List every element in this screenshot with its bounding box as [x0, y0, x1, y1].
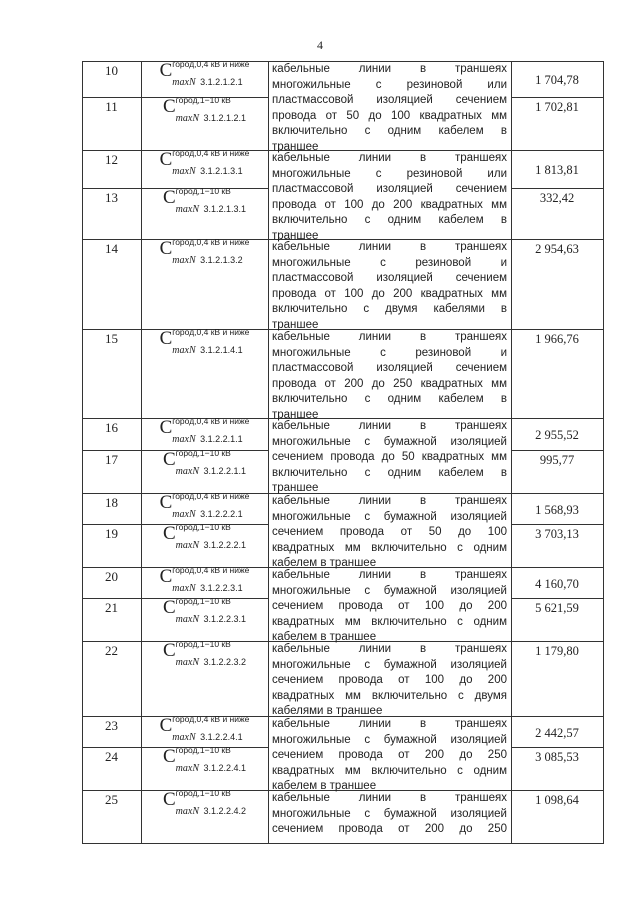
row-number: 25: [105, 792, 118, 807]
description-line: многожильные с бумажной изоляцией: [272, 435, 507, 448]
description-line: сечением провода от 50 до 100: [272, 526, 507, 538]
description-line: кабельные линии в траншеях: [272, 495, 507, 507]
code-subscript: maxN: [175, 466, 200, 477]
code-id: 3.1.2.2.3.2: [203, 657, 247, 667]
description-line: провода от 100 до 200 квадратных мм: [272, 287, 507, 300]
code-symbol: C: [162, 746, 176, 767]
tariff-code: [141, 565, 268, 594]
page-number: 4: [317, 38, 323, 52]
code-symbol: C: [159, 149, 173, 170]
code-superscript: город,1−10 кВ: [175, 448, 231, 458]
description-line: кабелями в траншее: [272, 705, 383, 717]
description-line: провода от 50 до 100 квадратных мм: [272, 109, 507, 122]
table-rule-h: [511, 641, 604, 642]
row-description: [272, 330, 507, 423]
row-value: 332,42: [539, 191, 575, 205]
code-symbol: C: [162, 96, 176, 117]
table-rule-h: [82, 843, 604, 844]
row-number: 15: [105, 331, 118, 346]
tariff-code: [141, 639, 268, 668]
description-line: кабельные линии в траншеях: [272, 63, 507, 75]
row-number: 21: [105, 600, 118, 615]
table-rule-h: [511, 716, 604, 717]
code-superscript: город,1−10 кВ: [175, 596, 231, 606]
table-rule-h: [511, 239, 604, 240]
code-id: 3.1.2.2.2.1: [200, 509, 243, 519]
code-symbol: C: [162, 789, 176, 810]
tariff-code: [141, 788, 268, 817]
code-subscript: maxN: [175, 806, 200, 817]
code-id: 3.1.2.1.4.1: [200, 345, 243, 355]
description-line: кабельные линии в траншеях: [272, 569, 507, 581]
description-line: кабелем в траншее: [272, 631, 377, 643]
code-id: 3.1.2.2.4.1: [203, 763, 247, 773]
description-line: многожильные с бумажной изоляцией: [272, 658, 507, 671]
code-indices: [172, 327, 250, 356]
row-number: 12: [105, 152, 118, 167]
description-line: кабелем в траншее: [272, 780, 377, 792]
table-rule-h: [511, 150, 604, 151]
code-indices: [175, 522, 247, 551]
code-symbol: C: [162, 523, 176, 544]
row-description: [272, 240, 507, 333]
tariff-code: [141, 491, 268, 520]
table-rule-v: [603, 61, 604, 844]
row-value: 1 702,81: [535, 100, 579, 114]
description-line: траншее: [272, 140, 319, 153]
table-rule-v: [268, 61, 269, 844]
code-superscript: город,0,4 кВ и ниже: [172, 327, 250, 337]
table-rule-h: [511, 493, 604, 494]
description-line: квадратных мм включительно с двумя: [272, 689, 507, 702]
code-indices: [175, 186, 247, 215]
code-id: 3.1.2.2.2.1: [203, 540, 247, 550]
row-number: 24: [105, 749, 118, 764]
code-symbol: C: [159, 492, 173, 513]
row-description: [272, 494, 507, 572]
description-line: пластмассовой изоляцией сечением: [272, 272, 507, 284]
row-description: [272, 62, 507, 155]
row-value: 5 621,59: [535, 601, 579, 615]
description-line: многожильные с резиновой и: [272, 346, 507, 359]
code-id: 3.1.2.2.1.1: [203, 466, 247, 476]
code-subscript: maxN: [172, 77, 196, 88]
code-subscript: maxN: [172, 583, 196, 594]
code-indices: [175, 95, 247, 124]
code-symbol: C: [159, 417, 173, 438]
description-line: кабельные линии в траншеях: [272, 718, 507, 730]
description-line: кабельные линии в траншеях: [272, 643, 507, 655]
code-id: 3.1.2.2.4.2: [203, 806, 247, 816]
row-number: 10: [105, 63, 118, 78]
tariff-code: [141, 95, 268, 124]
code-symbol: C: [159, 715, 173, 736]
code-id: 3.1.2.1.3.1: [200, 166, 243, 176]
description-line: траншее: [272, 482, 319, 494]
table-rule-h: [511, 450, 604, 451]
row-description: [272, 791, 507, 838]
table-rule-h: [511, 188, 604, 189]
code-subscript: maxN: [172, 434, 196, 445]
code-subscript: maxN: [175, 763, 200, 774]
code-subscript: maxN: [172, 345, 196, 356]
description-line: многожильные с резиновой или: [272, 167, 507, 180]
code-superscript: город,1−10 кВ: [175, 95, 231, 105]
row-description: [272, 568, 507, 646]
code-superscript: город,1−10 кВ: [175, 745, 231, 755]
row-number: 18: [105, 495, 118, 510]
description-line: траншее: [272, 229, 319, 242]
description-line: квадратных мм включительно с одним: [272, 541, 507, 554]
code-indices: [172, 491, 250, 520]
code-symbol: C: [162, 187, 176, 208]
tariff-code: [141, 327, 268, 356]
code-indices: [175, 639, 247, 668]
row-value: 1 568,93: [535, 502, 579, 517]
description-line: сечением провода от 200 до 250: [272, 749, 507, 761]
row-value: 4 160,70: [535, 576, 579, 591]
code-subscript: maxN: [175, 657, 200, 668]
code-superscript: город,0,4 кВ и ниже: [172, 565, 250, 575]
code-id: 3.1.2.2.1.1: [200, 434, 243, 444]
code-indices: [175, 596, 247, 625]
row-value: 2 954,63: [535, 242, 579, 256]
row-number: 19: [105, 526, 118, 541]
description-line: провода от 200 до 250 квадратных мм: [272, 377, 507, 390]
code-symbol: C: [159, 566, 173, 587]
code-indices: [175, 788, 247, 817]
code-superscript: город,1−10 кВ: [175, 639, 231, 649]
code-symbol: C: [162, 449, 176, 470]
description-line: сечением провода от 100 до 200: [272, 674, 507, 686]
code-superscript: город,0,4 кВ и ниже: [172, 714, 250, 724]
row-number: 14: [105, 241, 118, 256]
code-id: 3.1.2.1.2.1: [203, 113, 247, 123]
code-subscript: maxN: [172, 732, 196, 743]
table-rule-h: [511, 790, 604, 791]
row-value: 2 442,57: [535, 725, 579, 740]
table-rule-h: [511, 567, 604, 568]
description-line: квадратных мм включительно с одним: [272, 764, 507, 777]
description-line: многожильные с резиновой и: [272, 256, 507, 269]
table-rule-h: [511, 329, 604, 330]
tariff-code: [141, 448, 268, 477]
code-subscript: maxN: [175, 540, 200, 551]
description-line: траншее: [272, 318, 319, 331]
code-indices: [172, 148, 250, 177]
description-line: включительно с одним кабелем в: [272, 466, 507, 479]
row-number: 23: [105, 718, 118, 733]
table-rule-h: [511, 418, 604, 419]
description-line: кабельные линии в траншеях: [272, 792, 507, 804]
table-rule-h: [511, 747, 604, 748]
code-superscript: город,0,4 кВ и ниже: [172, 148, 250, 158]
description-line: кабельные линии в траншеях: [272, 241, 507, 253]
code-indices: [172, 565, 250, 594]
description-line: многожильные с бумажной изоляцией: [272, 584, 507, 597]
row-description: [272, 642, 507, 720]
code-superscript: город,1−10 кВ: [175, 788, 231, 798]
description-line: кабельные линии в траншеях: [272, 420, 507, 432]
description-line: сечением провода до 50 квадратных мм: [272, 451, 507, 463]
description-line: траншее: [272, 408, 319, 421]
tariff-code: [141, 416, 268, 445]
code-id: 3.1.2.2.3.1: [203, 614, 247, 624]
description-line: квадратных мм включительно с одним: [272, 615, 507, 628]
description-line: многожильные с бумажной изоляцией: [272, 807, 507, 820]
code-symbol: C: [159, 328, 173, 349]
description-line: пластмассовой изоляцией сечением: [272, 94, 507, 106]
tariff-code: [141, 237, 268, 266]
row-value: 2 955,52: [535, 428, 579, 442]
row-description: [272, 151, 507, 244]
code-subscript: maxN: [172, 166, 196, 177]
code-superscript: город,1−10 кВ: [175, 522, 231, 532]
table-rule-h: [511, 61, 604, 62]
table-rule-h: [511, 524, 604, 525]
description-line: пластмассовой изоляцией сечением: [272, 183, 507, 195]
tariff-code: [141, 59, 268, 88]
code-superscript: город,0,4 кВ и ниже: [172, 491, 250, 501]
description-line: пластмассовой изоляцией сечением: [272, 362, 507, 374]
code-id: 3.1.2.1.2.1: [200, 77, 243, 87]
description-line: сечением провода от 200 до 250: [272, 823, 507, 835]
code-subscript: maxN: [175, 614, 200, 625]
row-value: 995,77: [539, 453, 575, 467]
tariff-code: [141, 714, 268, 743]
description-line: кабелем в траншее: [272, 557, 377, 569]
description-line: провода от 100 до 200 квадратных мм: [272, 198, 507, 211]
row-number: 11: [105, 99, 118, 114]
description-line: сечением провода от 100 до 200: [272, 600, 507, 612]
code-subscript: maxN: [175, 113, 200, 124]
description-line: кабельные линии в траншеях: [272, 152, 507, 164]
code-indices: [175, 448, 247, 477]
description-line: многожильные с бумажной изоляцией: [272, 510, 507, 523]
code-superscript: город,0,4 кВ и ниже: [172, 416, 250, 426]
code-id: 3.1.2.1.3.1: [203, 204, 247, 214]
description-line: включительно с двумя кабелями в: [272, 303, 507, 315]
table-rule-h: [511, 97, 604, 98]
code-subscript: maxN: [175, 204, 200, 215]
tariff-code: [141, 186, 268, 215]
tariff-code: [141, 596, 268, 625]
code-indices: [172, 416, 250, 445]
description-line: многожильные с резиновой или: [272, 78, 507, 91]
row-value: 3 703,13: [535, 527, 579, 541]
row-number: 22: [105, 643, 118, 658]
code-id: 3.1.2.2.3.1: [200, 583, 243, 593]
code-superscript: город,1−10 кВ: [175, 186, 231, 196]
row-value: 1 098,64: [535, 793, 579, 807]
row-value: 1 813,81: [535, 163, 579, 177]
row-number: 20: [105, 569, 118, 584]
code-indices: [172, 237, 250, 266]
code-superscript: город,0,4 кВ и ниже: [172, 59, 250, 69]
tariff-code: [141, 745, 268, 774]
description-line: включительно с одним кабелем в: [272, 125, 507, 137]
row-description: [272, 419, 507, 497]
code-symbol: C: [159, 60, 173, 81]
tariff-code: [141, 522, 268, 551]
description-line: многожильные с бумажной изоляцией: [272, 733, 507, 746]
code-symbol: C: [159, 238, 173, 259]
row-value: 1 966,76: [535, 332, 579, 346]
row-number: 13: [105, 190, 118, 205]
code-indices: [175, 745, 247, 774]
code-symbol: C: [162, 597, 176, 618]
row-value: 1 179,80: [535, 644, 579, 658]
code-id: 3.1.2.1.3.2: [200, 255, 243, 265]
code-symbol: C: [162, 640, 176, 661]
description-line: включительно с одним кабелем в: [272, 393, 507, 405]
table-rule-h: [511, 598, 604, 599]
row-description: [272, 717, 507, 795]
code-subscript: maxN: [172, 509, 196, 520]
code-indices: [172, 59, 250, 88]
row-number: 17: [105, 452, 118, 467]
code-indices: [172, 714, 250, 743]
description-line: кабельные линии в траншеях: [272, 331, 507, 343]
code-id: 3.1.2.2.4.1: [200, 732, 243, 742]
code-superscript: город,0,4 кВ и ниже: [172, 237, 250, 247]
row-value: 1 704,78: [535, 73, 579, 87]
tariff-code: [141, 148, 268, 177]
description-line: включительно с одним кабелем в: [272, 214, 507, 226]
code-subscript: maxN: [172, 255, 196, 266]
row-value: 3 085,53: [535, 750, 579, 764]
row-number: 16: [105, 420, 118, 435]
